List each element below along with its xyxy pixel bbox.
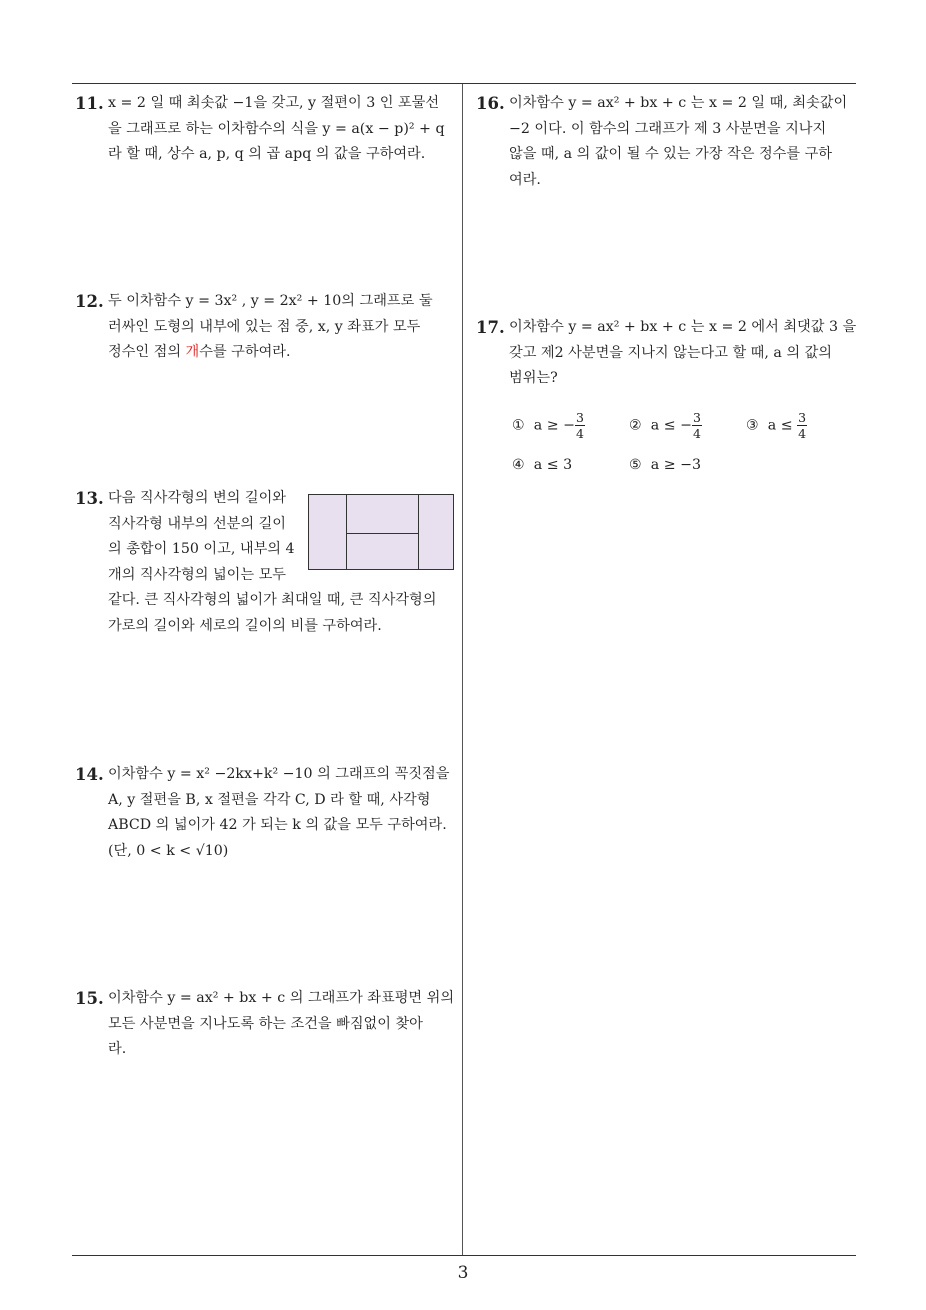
choice-mark: ④ [512, 457, 525, 473]
problem-text-line [108, 340, 457, 366]
problem-number: 17. [476, 318, 505, 337]
problem-14 [75, 762, 457, 864]
problem-text-line: 여라. [509, 171, 541, 188]
problem-15 [75, 986, 457, 1063]
choice-mark: ① [512, 417, 525, 434]
fraction [575, 410, 585, 441]
problem-17 [476, 315, 862, 392]
problem-text-line: (단, 0 < k < √10) [108, 842, 229, 859]
problem-text-line: −2 이다. 이 함수의 그래프가 제 3 사분면을 지나지 [509, 120, 827, 137]
choice-4[interactable] [512, 457, 572, 473]
problem-text-line: 범위는? [509, 370, 558, 386]
problem-text-line: ABCD 의 넓이가 42 가 되는 k 의 값을 모두 구하여라. [108, 817, 447, 833]
problem-text-line: 않을 때, a 의 값이 될 수 있는 가장 작은 정수를 구하 [509, 146, 832, 162]
problem-text-line: 개의 직사각형의 넓이는 모두 [108, 566, 286, 583]
problem-text-line: 갖고 제2 사분면을 지나지 않는다고 할 때, a 의 값의 [509, 344, 832, 361]
problem-text-line: 이차함수 y = ax² + bx + c 의 그래프가 좌표평면 위의 [108, 990, 455, 1006]
problem-text-line: 두 이차함수 y = 3x² , y = 2x² + 10의 그래프로 둘 [108, 293, 433, 309]
problem-text-segment: 수를 구하여라. [199, 344, 291, 360]
problem-number: 11. [75, 94, 104, 113]
highlighted-text: 개 [185, 344, 200, 360]
problem-number: 16. [476, 94, 505, 113]
choice-text: a ≤ 3 [533, 457, 573, 473]
choice-mark: ② [629, 417, 642, 434]
problem-text-line: 이차함수 y = ax² + bx + c 는 x = 2 일 때, 최솟값이 [509, 95, 848, 111]
figure-inner-line [346, 533, 418, 534]
problem-number: 13. [75, 489, 104, 508]
choice-2[interactable] [629, 410, 702, 441]
problem-12 [75, 289, 457, 366]
choice-text: a ≤ [767, 417, 798, 434]
choice-mark: ③ [746, 417, 759, 434]
problem-text-line: 직사각형 내부의 선분의 길이 [108, 515, 286, 532]
choice-text: a ≥ −3 [650, 457, 702, 473]
problem-text-line: 라. [108, 1041, 127, 1057]
problem-text-line: 러싸인 도형의 내부에 있는 점 중, x, y 좌표가 모두 [108, 318, 421, 335]
fraction-numerator: 3 [576, 410, 584, 425]
fraction-numerator: 3 [798, 410, 807, 425]
choice-3[interactable] [746, 410, 807, 441]
fraction [692, 410, 702, 441]
problem-number: 15. [75, 989, 104, 1008]
problem-text-line: x = 2 일 때 최솟값 −1을 갖고, y 절편이 3 인 포물선 [108, 95, 440, 111]
problem-text-line: 이차함수 y = ax² + bx + c 는 x = 2 에서 최댓값 3 을 [509, 319, 857, 335]
problem-text-line: 같다. 큰 직사각형의 넓이가 최대일 때, 큰 직사각형의 [108, 592, 437, 608]
figure-inner-line [346, 495, 347, 569]
choice-1[interactable] [512, 410, 585, 441]
fraction-numerator: 3 [693, 410, 701, 425]
problem-text-line: 의 총합이 150 이고, 내부의 4 [108, 541, 295, 557]
choice-text: a ≤ − [650, 417, 693, 434]
footer-rule [72, 1255, 856, 1256]
fraction-denominator: 4 [576, 426, 584, 441]
problem-number: 12. [75, 292, 104, 311]
problem-16 [476, 91, 862, 193]
fraction-denominator: 4 [798, 426, 807, 441]
problem-text-line: 가로의 길이와 세로의 길이의 비를 구하여라. [108, 617, 382, 634]
rectangle-figure [308, 494, 454, 570]
problem-text-segment: 정수인 점의 [108, 344, 186, 360]
choice-5[interactable] [629, 457, 701, 473]
problem-text-line: 다음 직사각형의 변의 길이와 [108, 490, 286, 506]
problem-text-line: A, y 절편을 B, x 절편을 각각 C, D 라 할 때, 사각형 [108, 791, 431, 808]
fraction-denominator: 4 [693, 426, 701, 441]
problem-text-line: 이차함수 y = x² −2kx+k² −10 의 그래프의 꼭짓점을 [108, 766, 450, 782]
figure-inner-line [418, 495, 419, 569]
choice-mark: ⑤ [629, 457, 642, 473]
problem-number: 14. [75, 765, 104, 784]
fraction [797, 410, 807, 441]
problem-11 [75, 91, 457, 168]
choice-text: a ≥ − [533, 417, 576, 434]
problem-text-line: 모든 사분면을 지나도록 하는 조건을 빠짐없이 찾아 [108, 1015, 423, 1032]
header-rule [72, 83, 856, 84]
problem-text-line: 라 할 때, 상수 a, p, q 의 곱 apq 의 값을 구하여라. [108, 146, 426, 162]
problem-text-line: 을 그래프로 하는 이차함수의 식을 y = a(x − p)² + q [108, 120, 445, 137]
page-number: 3 [457, 1263, 469, 1283]
column-divider [462, 84, 463, 1255]
